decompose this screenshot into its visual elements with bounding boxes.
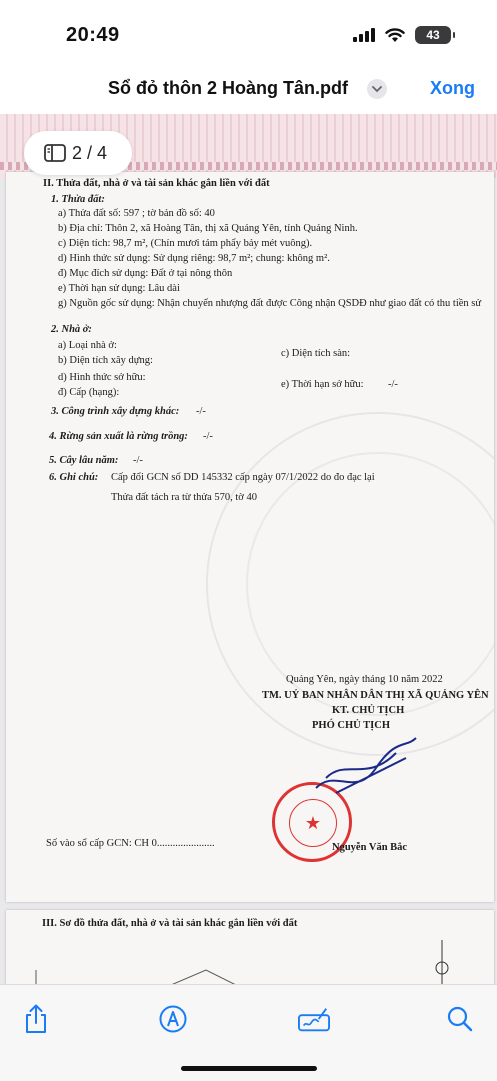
item-2-a: a) Loại nhà ở: [58,340,117,351]
item-2-dd: đ) Cấp (hạng): [58,387,120,398]
item-2-e: e) Thời hạn sở hữu: [281,379,364,390]
item-5: 5. Cây lâu năm: [49,455,119,466]
search-icon [447,1006,473,1032]
item-1-d: d) Hình thức sử dụng: Sử dụng riêng: 98,7 m²; chung: không m². [58,253,330,264]
item-2-heading: 2. Nhà ở: [51,324,92,335]
pdf-page-2 [6,172,494,902]
wifi-icon [385,28,405,43]
item-5-value: -/- [133,455,143,466]
sidebar-icon [44,144,66,162]
sign-title-1: KT. CHỦ TỊCH [332,705,405,716]
item-3: 3. Công trình xây dựng khác: [51,406,180,417]
status-icons [353,26,451,44]
item-3-value: -/- [196,406,206,417]
chevron-down-icon [372,86,382,93]
cellular-signal-icon [353,28,375,42]
pdf-viewer[interactable] [0,114,497,984]
item-2-b: b) Diện tích xây dựng: [58,355,153,366]
item-1-a: a) Thửa đất số: 597 ; tờ bản đồ số: 40 [58,208,215,219]
land-plot-diagram [6,930,494,984]
item-6: 6. Ghi chú: [49,472,99,483]
home-indicator[interactable] [181,1066,317,1071]
signature-scribble [306,728,426,808]
item-1-e: e) Thời hạn sử dụng: Lâu dài [58,283,180,294]
battery-level: 43 [426,28,440,42]
item-1-dd: đ) Mục đích sử dụng: Đất ở tại nông thôn [58,268,233,279]
item-1-c: c) Diện tích: 98,7 m², (Chín mươi tám phẩy bảy mét vuông). [58,238,313,249]
share-button[interactable] [20,1003,52,1035]
item-2-e-value: -/- [388,379,398,390]
page-indicator-text: 2 / 4 [72,142,108,163]
markup-icon [159,1005,187,1033]
item-4-value: -/- [203,431,213,442]
item-6-value: Cấp đổi GCN số DD 145332 cấp ngày 07/1/2022 do đo đạc lại [111,472,375,483]
item-1-b: b) Địa chỉ: Thôn 2, xã Hoàng Tân, thị xã Quảng Yên, tỉnh Quảng Ninh. [58,223,358,234]
signature-icon [298,1006,330,1032]
item-1-g: g) Nguồn gốc sử dụng: Nhận chuyển nhượng đất được Công nhận QSDĐ như giao đất có thu tiền sử [58,298,482,309]
item-2-d: d) Hình thức sở hữu: [58,372,146,383]
page-indicator[interactable] [24,131,132,175]
date-line: Quảng Yên, ngày tháng 10 năm 2022 [286,674,443,685]
section-3-title: III. Sơ đồ thửa đất, nhà ở và tài sản khác gắn liền với đất [42,918,298,929]
status-time: 20:49 [66,24,120,46]
item-2-c: c) Diện tích sàn: [281,348,351,359]
signature-button[interactable] [298,1003,330,1035]
item-1-heading: 1. Thửa đất: [51,194,105,205]
section-2-title: II. Thửa đất, nhà ở và tài sản khác gắn liền với đất [43,178,270,189]
markup-button[interactable] [157,1003,189,1035]
sign-title-2: PHÓ CHỦ TỊCH [312,720,390,731]
pdf-page-3 [6,910,494,984]
register-number: Số vào sổ cấp GCN: CH 0...................... [46,838,215,849]
star-emblem-icon: ★ [289,799,337,847]
item-6-value-2: Thửa đất tách ra từ thửa 570, tờ 40 [111,492,257,503]
status-bar [0,0,497,70]
signer-name: Nguyễn Văn Bắc [332,842,408,853]
title-menu-button[interactable] [367,79,387,99]
battery-indicator [415,26,451,44]
document-title[interactable]: Sổ đỏ thôn 2 Hoàng Tân.pdf [108,78,348,98]
sign-authority: TM. UỶ BAN NHÂN DÂN THỊ XÃ QUẢNG YÊN [262,690,489,701]
search-button[interactable] [444,1003,476,1035]
navigation-bar [0,70,497,115]
done-button[interactable]: Xong [430,78,475,98]
share-icon [23,1004,49,1034]
item-4: 4. Rừng sản xuất là rừng trồng: [49,431,188,442]
